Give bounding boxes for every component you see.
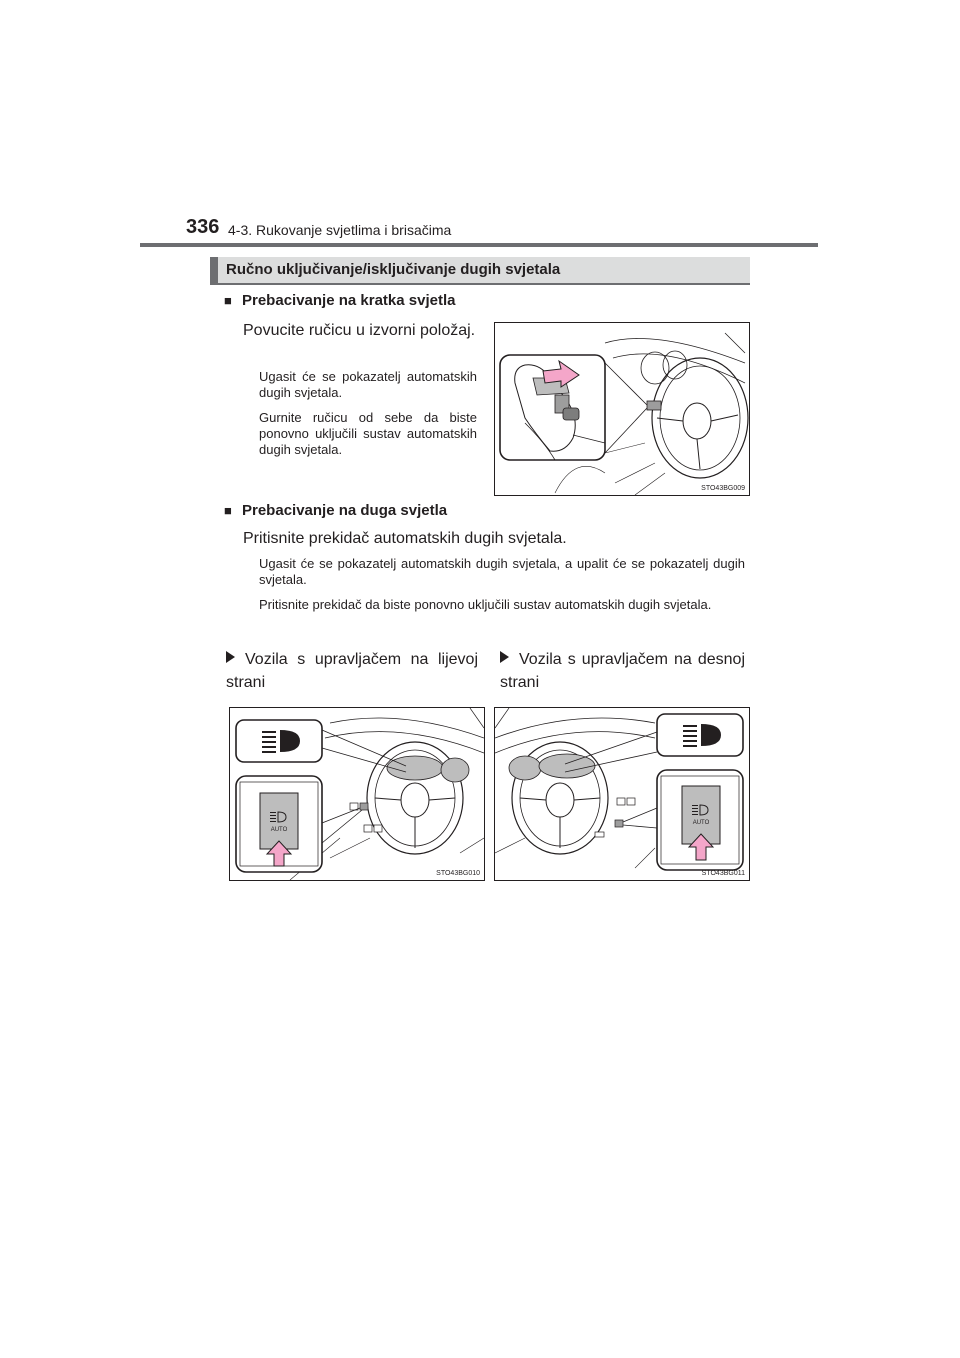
high-beam-note-2: Pritisnite prekidač da biste ponovno uključili sustav automatskih dugih svjetala. (259, 597, 712, 612)
low-beam-note-2: Gurnite ručicu od sebe da biste ponovno uključili sustav automatskih dugih svjetala. (259, 410, 477, 457)
header-rule (140, 243, 818, 247)
lever-figure (494, 322, 750, 496)
low-beam-heading: Prebacivanje na kratka svjetla (242, 292, 456, 309)
left-drive-illustration (230, 708, 484, 880)
right-drive-figure (494, 707, 750, 881)
chapter-title: 4-3. Rukovanje svjetlima i brisačima (228, 222, 452, 238)
figure-code: STO43BG011 (701, 870, 745, 877)
auto-label: AUTO (692, 820, 710, 826)
square-bullet-icon: ■ (224, 293, 232, 308)
high-beam-instruction: Pritisnite prekidač automatskih dugih svjetala. (243, 530, 567, 547)
left-drive-heading-row (226, 648, 478, 694)
low-beam-heading-row (224, 292, 455, 310)
low-beam-instruction: Povucite ručicu u izvorni položaj. (243, 322, 476, 339)
right-drive-illustration (495, 708, 749, 880)
page-number: 336 (186, 216, 220, 238)
high-beam-note-1: Ugasit će se pokazatelj automatskih dugih svjetala, a upalit će se pokazatelj dugih svjetala. (259, 556, 745, 587)
section-accent (210, 257, 218, 283)
high-beam-heading-row (224, 502, 447, 520)
figure-code: STO43BG010 (436, 870, 480, 877)
right-drive-heading: Vozila s upravljačem na desnoj strani (500, 651, 745, 691)
left-drive-figure (229, 707, 485, 881)
auto-label: AUTO (270, 827, 288, 833)
high-beam-heading: Prebacivanje na duga svjetla (242, 502, 448, 519)
section-bar (210, 257, 750, 285)
figure-code: STO43BG009 (701, 485, 745, 492)
low-beam-note-1: Ugasit će se pokazatelj automatskih dugih svjetala. (259, 369, 477, 400)
right-drive-heading-row (500, 648, 745, 694)
left-drive-heading: Vozila s upravljačem na lijevoj strani (226, 651, 478, 691)
section-title: Ručno uključivanje/isključivanje dugih svjetala (226, 261, 561, 278)
square-bullet-icon: ■ (224, 503, 232, 518)
triangle-bullet-icon (226, 651, 235, 663)
triangle-bullet-icon (500, 651, 509, 663)
lever-illustration (495, 323, 749, 495)
